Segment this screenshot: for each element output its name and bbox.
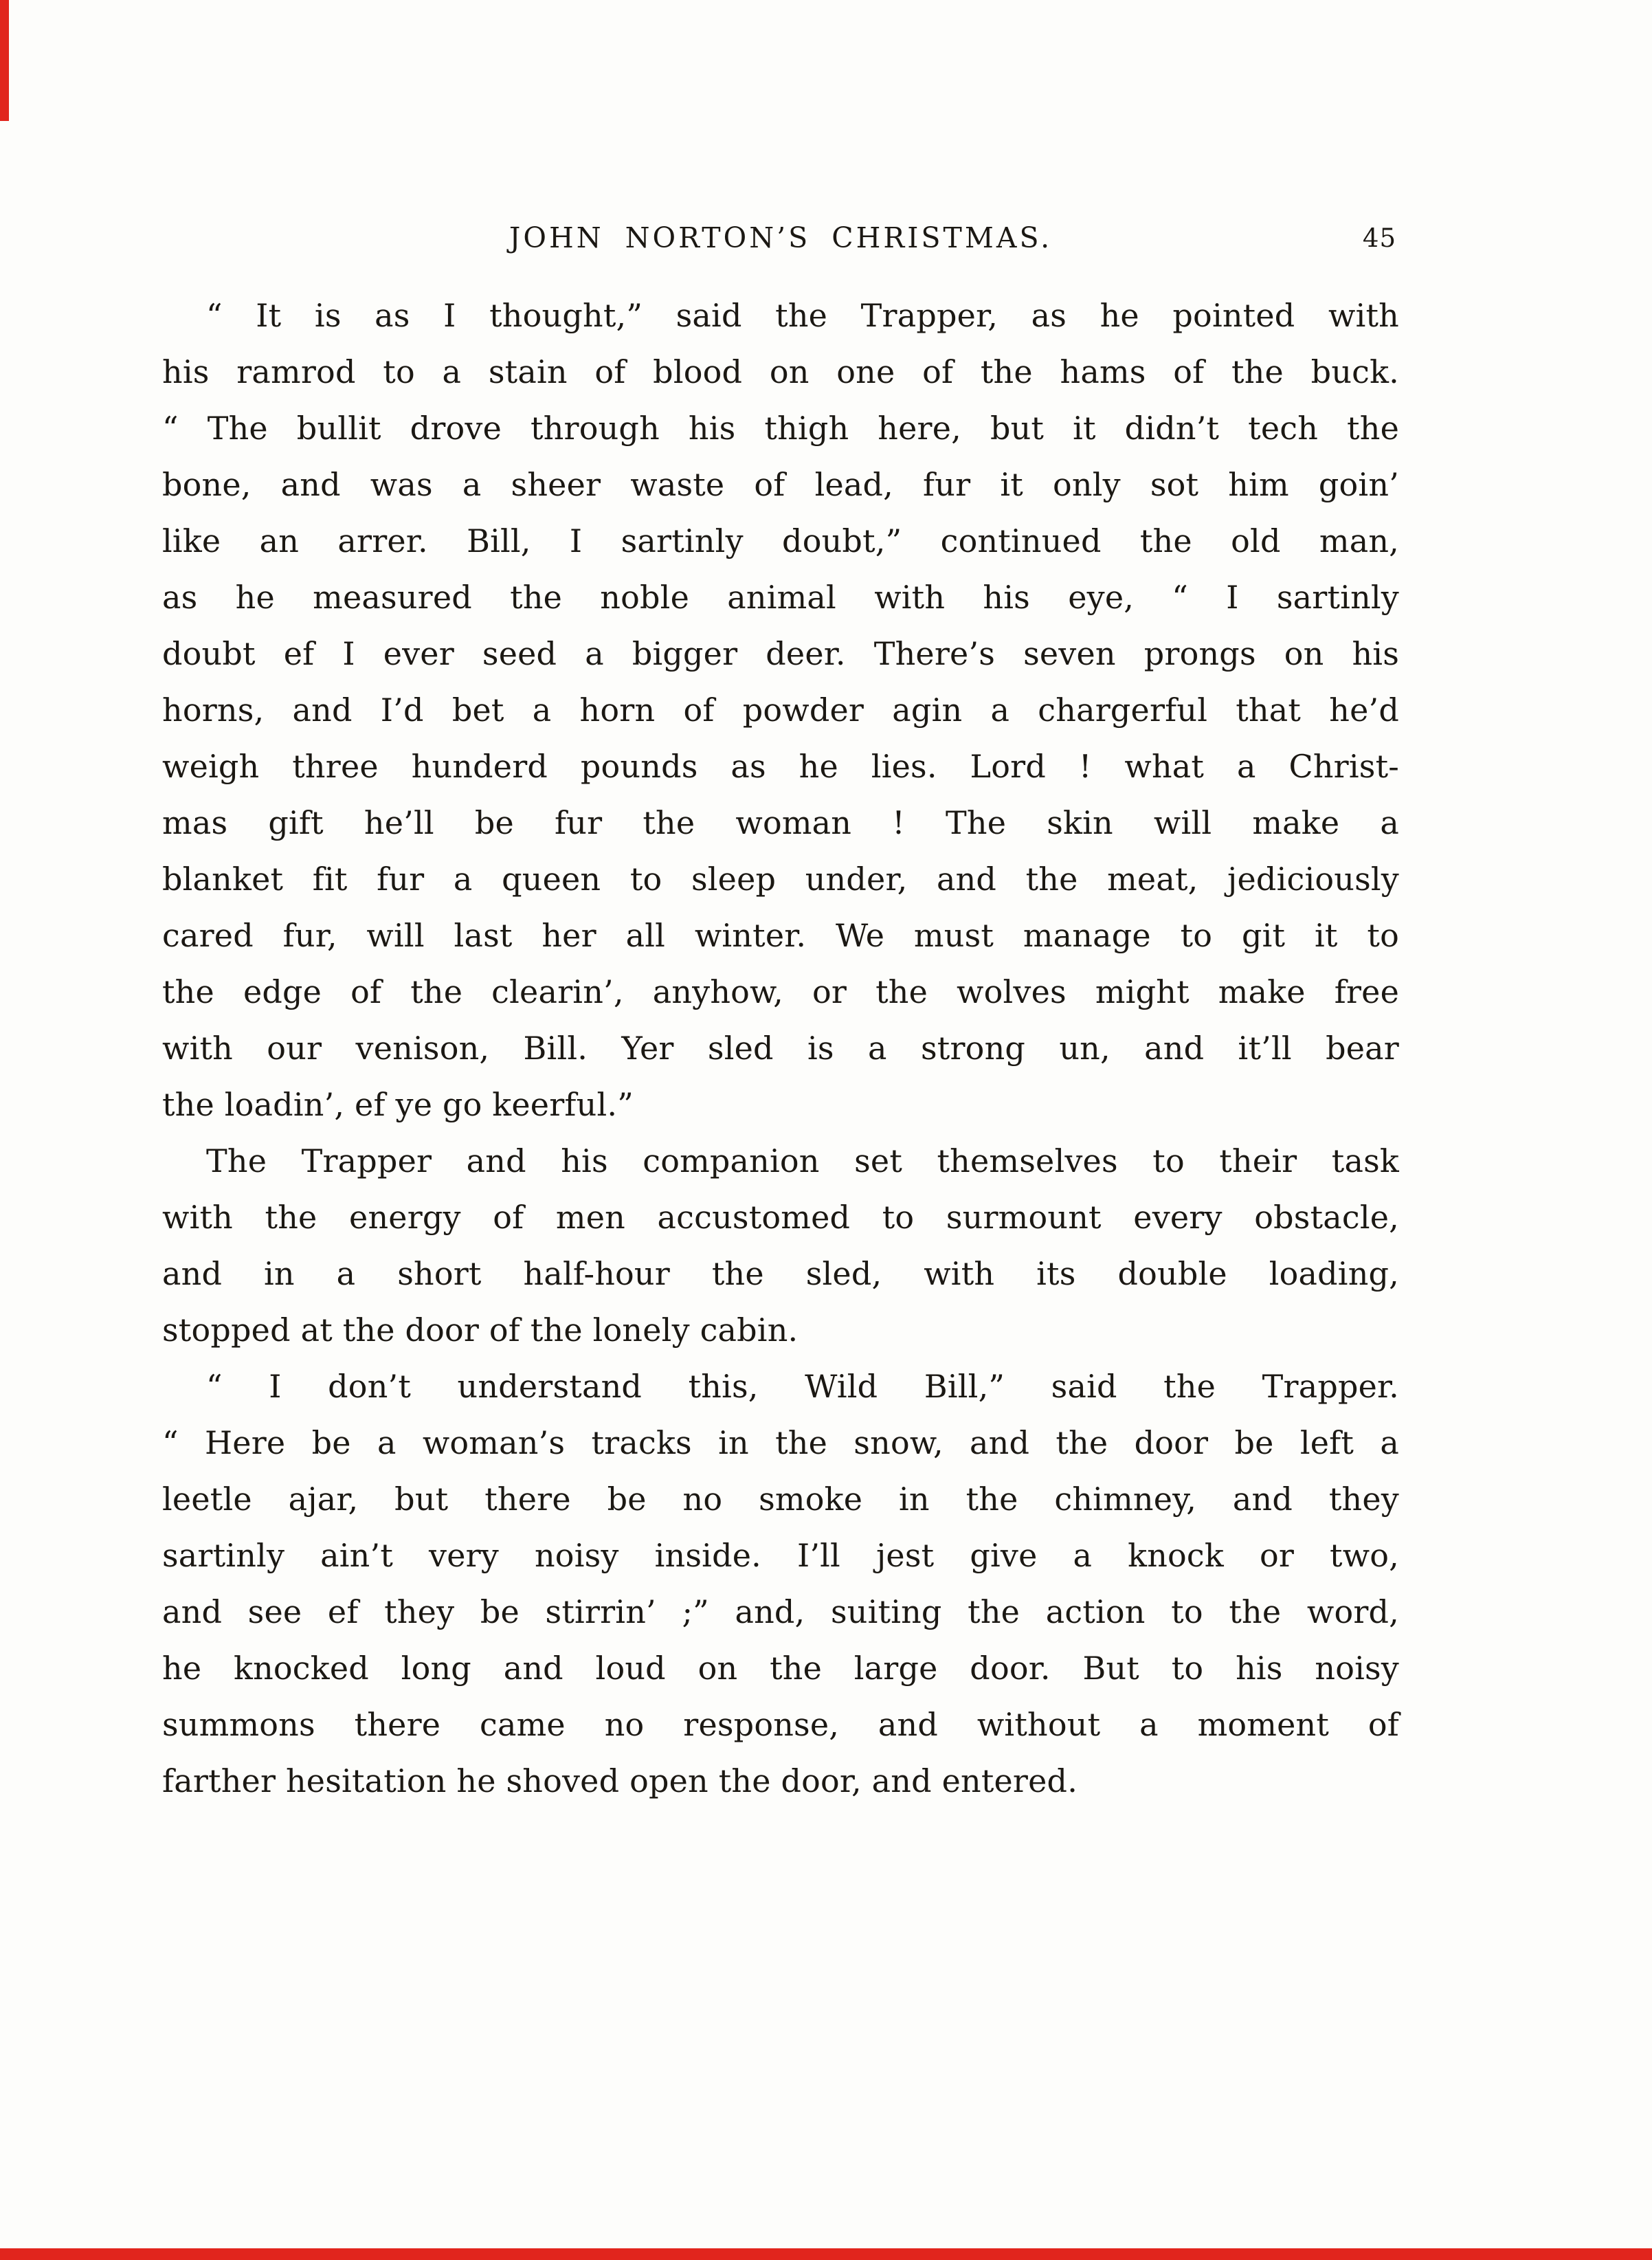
text-line: “ Here be a woman’s tracks in the snow, and the door be left a: [162, 1424, 1399, 1461]
running-head: [162, 221, 1399, 287]
paragraph: [162, 1358, 1399, 1809]
text-line: farther hesitation he shoved open the door, and entered.: [162, 1762, 1078, 1799]
text-line: bone, and was a sheer waste of lead, fur it only sot him goin’: [162, 466, 1399, 503]
paragraph: [162, 287, 1399, 1133]
text-line: cared fur, will last her all winter. We must manage to git it to: [162, 917, 1399, 954]
text-line: “ It is as I thought,” said the Trapper, as he pointed with: [206, 297, 1399, 334]
text-line: The Trapper and his companion set themselves to their task: [206, 1142, 1399, 1179]
text-line: sartinly ain’t very noisy inside. I’ll jest give a knock or two,: [162, 1537, 1399, 1574]
text-line: like an arrer. Bill, I sartinly doubt,” continued the old man,: [162, 522, 1399, 560]
text-line: his ramrod to a stain of blood on one of the hams of the buck.: [162, 353, 1399, 390]
text-line: horns, and I’d bet a horn of powder agin a chargerful that he’d: [162, 691, 1399, 729]
page-number: 45: [1362, 223, 1396, 253]
text-line: mas gift he’ll be fur the woman ! The skin will make a: [162, 804, 1399, 841]
scan-calibration-mark-bottom: [0, 2248, 1652, 2260]
text-line: with our venison, Bill. Yer sled is a strong un, and it’ll bear: [162, 1030, 1399, 1067]
scan-calibration-mark-left: [0, 0, 9, 121]
body-text: [162, 287, 1399, 1809]
text-line: stopped at the door of the lonely cabin.: [162, 1311, 799, 1349]
text-line: doubt ef I ever seed a bigger deer. There’s seven prongs on his: [162, 635, 1399, 672]
text-line: the edge of the clearin’, anyhow, or the wolves might make free: [162, 973, 1399, 1010]
page-title: JOHN NORTON’S CHRISTMAS.: [509, 221, 1053, 254]
text-line: blanket fit fur a queen to sleep under, and the meat, jediciously: [162, 861, 1399, 898]
page-content: [162, 221, 1399, 1809]
text-line: weigh three hunderd pounds as he lies. Lord ! what a Christ-: [162, 748, 1399, 785]
text-line: and in a short half-hour the sled, with its double loading,: [162, 1255, 1399, 1292]
text-line: as he measured the noble animal with his eye, “ I sartinly: [162, 579, 1399, 616]
text-line: summons there came no response, and without a moment of: [162, 1706, 1399, 1743]
text-line: and see ef they be stirrin’ ;” and, suiting the action to the word,: [162, 1593, 1399, 1630]
text-line: leetle ajar, but there be no smoke in the chimney, and they: [162, 1481, 1399, 1518]
text-line: “ The bullit drove through his thigh here, but it didn’t tech the: [162, 410, 1399, 447]
text-line: the loadin’, ef ye go keerful.”: [162, 1086, 634, 1123]
text-line: “ I don’t understand this, Wild Bill,” said the Trapper.: [206, 1368, 1399, 1405]
paragraph: [162, 1133, 1399, 1358]
text-line: he knocked long and loud on the large door. But to his noisy: [162, 1650, 1399, 1687]
text-line: with the energy of men accustomed to surmount every obstacle,: [162, 1199, 1399, 1236]
